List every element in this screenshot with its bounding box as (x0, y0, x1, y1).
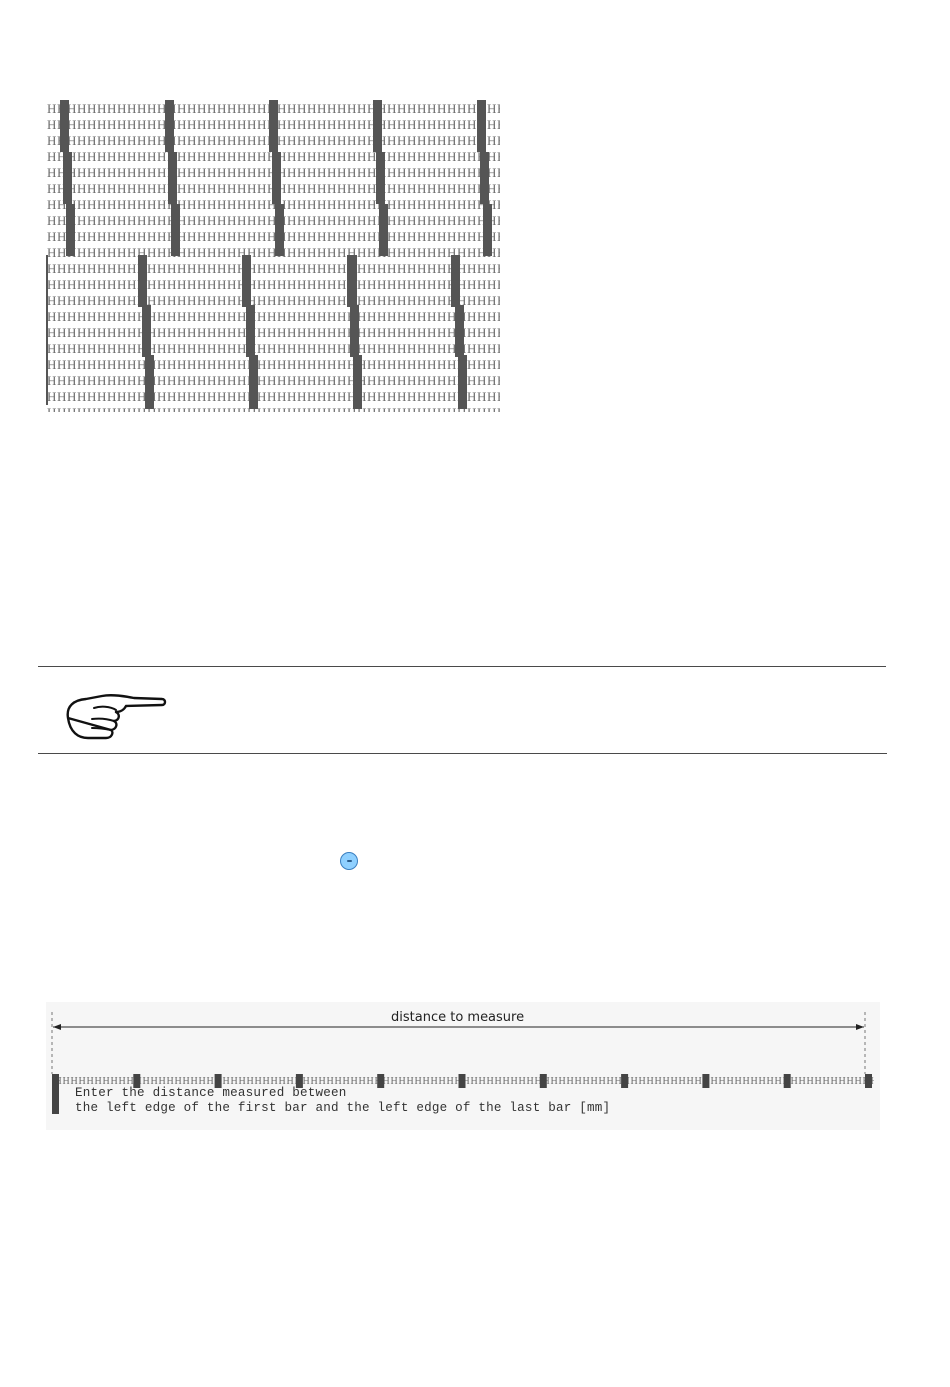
pattern-bar (350, 305, 359, 357)
pattern-bar (142, 305, 151, 357)
figure-bar (540, 1074, 547, 1088)
figure-bar (865, 1074, 872, 1088)
pattern-bar (145, 355, 154, 409)
pattern-bar (63, 152, 72, 204)
note-bottom-rule (38, 753, 887, 754)
circle-marker-icon (340, 852, 358, 870)
instruction-line-1: Enter the distance measured between (75, 1086, 347, 1100)
pattern-edge-bar (46, 305, 48, 355)
pattern-bar (376, 152, 385, 204)
pointing-hand-icon (64, 688, 168, 740)
note-top-rule (38, 666, 886, 667)
pattern-bar (66, 204, 75, 256)
pattern-bar (480, 152, 489, 204)
pattern-bar (168, 152, 177, 204)
figure-bar (621, 1074, 628, 1088)
pattern-bar (353, 355, 362, 409)
pattern-bar (60, 100, 69, 152)
pattern-bar (455, 305, 464, 357)
pattern-edge-bar (46, 355, 48, 405)
figure-bar (784, 1074, 791, 1088)
figure-bar (459, 1074, 466, 1088)
first-bar (52, 1074, 59, 1114)
pattern-bar (348, 255, 357, 307)
print-pattern-sample (46, 100, 500, 412)
pattern-bar (379, 204, 388, 256)
pattern-bar (246, 305, 255, 357)
pattern-edge-bar (46, 255, 48, 305)
pattern-bar (242, 255, 251, 307)
pattern-bar (373, 100, 382, 152)
instruction-line-2: the left edge of the first bar and the left edge of the last bar [mm] (75, 1101, 611, 1115)
pattern-bar (269, 100, 278, 152)
pattern-bar (275, 204, 284, 256)
pattern-bar (138, 255, 147, 307)
figure-bar (377, 1074, 384, 1088)
pattern-bar (451, 255, 460, 307)
pattern-bar (477, 100, 486, 152)
figure-bar (702, 1074, 709, 1088)
pattern-bar (458, 355, 467, 409)
measure-caption: distance to measure (391, 1010, 525, 1025)
pattern-bar (171, 204, 180, 256)
pattern-bar (249, 355, 258, 409)
pattern-bar (272, 152, 281, 204)
pattern-bar (165, 100, 174, 152)
pattern-bar (483, 204, 492, 256)
